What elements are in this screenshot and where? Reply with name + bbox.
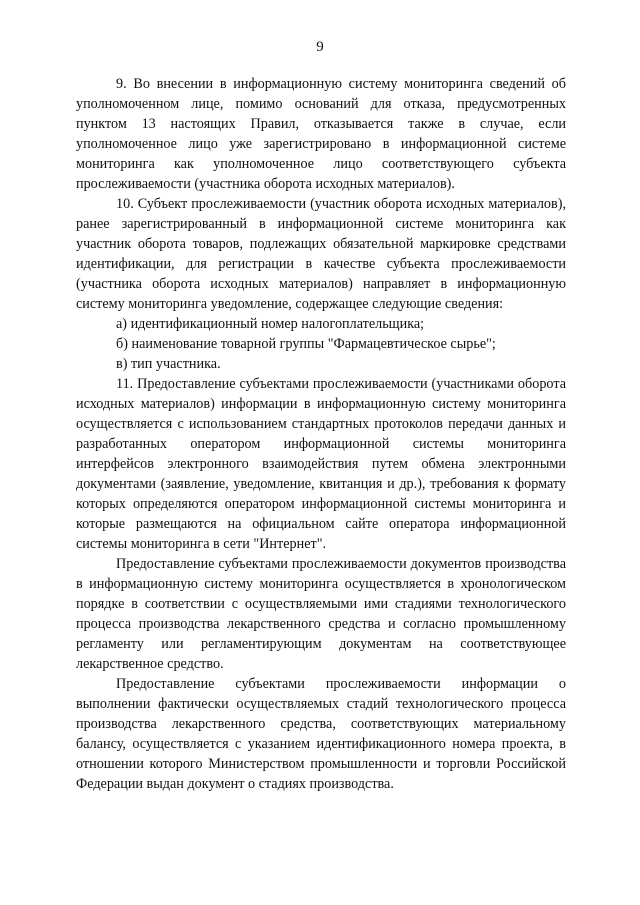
paragraph-item-11: 11. Предоставление субъектами прослеживаемости (участниками оборота исходных материалов) информации в информационную систему мониторинга осуществляется с использованием стандартных протоколов передачи данных и разработанных оператором информационной системы мониторинга интерфейсов электронного взаимодействия путем обмена электронными документами (заявление, уведомление, квитанция и др.), требования к формату которых определяются оператором информационной системы мониторинга и которые размещаются на официальном сайте оператора информационной системы мониторинга в сети "Интернет". (76, 376, 566, 552)
document-body (76, 74, 566, 794)
list-item-c: в) тип участника. (116, 356, 221, 372)
paragraph-item-10: 10. Субъект прослеживаемости (участник оборота исходных материалов), ранее зарегистрированный в информационной системе мониторинга как участник оборота товаров, подлежащих обязательной маркировке средствами идентификации, для регистрации в качестве субъекта прослеживаемости (участника оборота исходных материалов) направляет в информационную систему мониторинга уведомление, содержащее следующие сведения: (76, 196, 566, 312)
paragraph-item-9: 9. Во внесении в информационную систему мониторинга сведений об уполномоченном лице, помимо оснований для отказа, предусмотренных пунктом 13 настоящих Правил, отказывается также в случае, если уполномоченное лицо уже зарегистрировано в информационной системе мониторинга как уполномоченное лицо соответствующего субъекта прослеживаемости (участника оборота исходных материалов). (76, 76, 566, 192)
list-item-b: б) наименование товарной группы "Фармацевтическое сырье"; (116, 336, 496, 352)
paragraph-production-documents: Предоставление субъектами прослеживаемости документов производства в информационную систему мониторинга осуществляется в хронологическом порядке в соответствии с осуществляемыми ими стадиями технологического процесса производства лекарственного средства и согласно промышленному регламенту или регламентирующим документам на соответствующее лекарственное средство. (76, 556, 566, 672)
paragraph-production-stages: Предоставление субъектами прослеживаемости информации о выполнении фактически осуществляемых стадий технологического процесса производства лекарственного средства, соответствующих материальному балансу, осуществляется с указанием идентификационного номера проекта, в отношении которого Министерством промышленности и торговли Российской Федерации выдан документ о стадиях производства. (76, 676, 566, 792)
list-item-a: а) идентификационный номер налогоплательщика; (116, 316, 425, 332)
page-number: 9 (316, 39, 324, 55)
